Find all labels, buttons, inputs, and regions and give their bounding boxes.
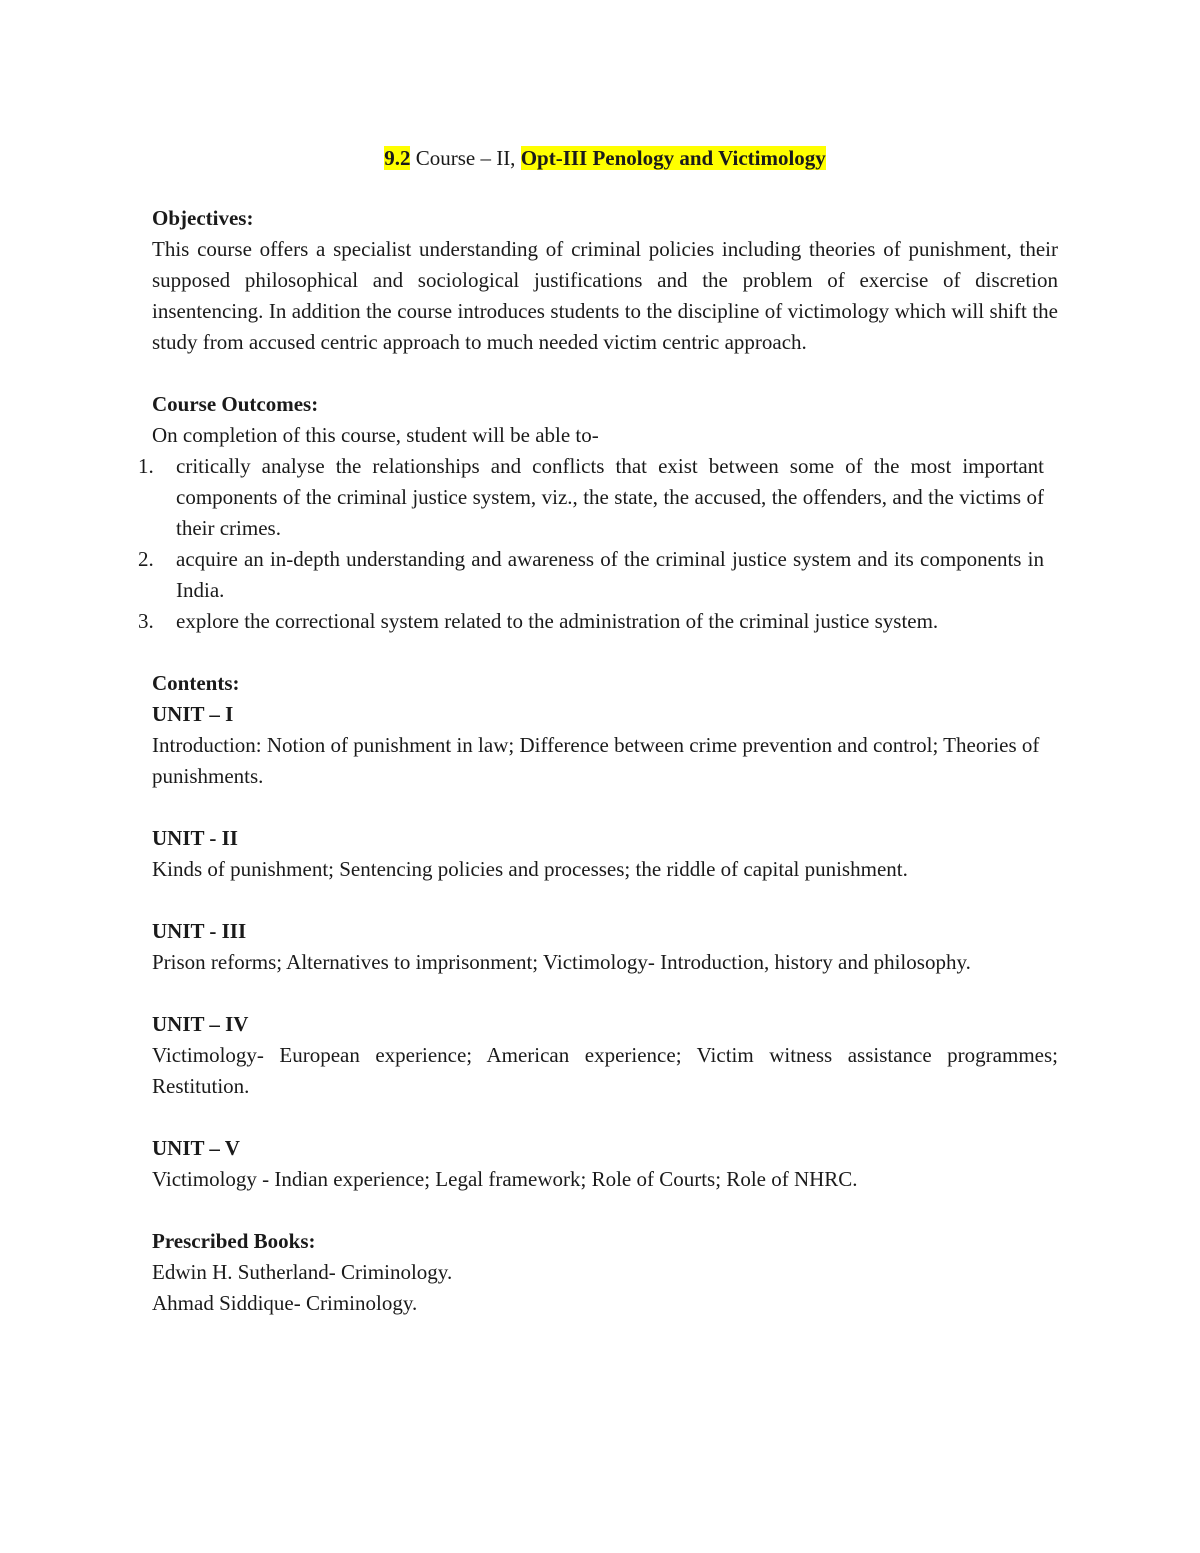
- list-item-text: explore the correctional system related to the administration of the criminal justice system.: [176, 609, 939, 633]
- list-item: [138, 544, 1044, 606]
- objectives-heading: Objectives:: [152, 206, 254, 230]
- list-item-number: 2.: [138, 547, 154, 571]
- list-item: [138, 606, 1044, 637]
- unit-1-text: Introduction: Notion of punishment in law; Difference between crime prevention and control; Theories of punishments.: [152, 733, 1040, 788]
- unit-2-text: Kinds of punishment; Sentencing policies and processes; the riddle of capital punishment.: [152, 857, 908, 881]
- books-heading: Prescribed Books:: [152, 1229, 316, 1253]
- unit-4-title: UNIT – IV: [152, 1012, 249, 1036]
- list-item-text: critically analyse the relationships and conflicts that exist between some of the most important components of the criminal justice system, viz., the state, the accused, the offenders, and the victims of their crimes.: [176, 454, 1044, 540]
- list-item-number: 1.: [138, 454, 154, 478]
- list-item-number: 3.: [138, 609, 154, 633]
- outcomes-intro: On completion of this course, student will be able to-: [152, 423, 599, 447]
- list-item: [138, 451, 1044, 544]
- unit-1-title: UNIT – I: [152, 702, 234, 726]
- unit-5-text: Victimology - Indian experience; Legal framework; Role of Courts; Role of NHRC.: [152, 1167, 858, 1191]
- unit-5-title: UNIT – V: [152, 1136, 240, 1160]
- outcomes-heading: Course Outcomes:: [152, 392, 319, 416]
- list-item-text: acquire an in-depth understanding and awareness of the criminal justice system and its components in India.: [176, 547, 1044, 602]
- book-item: Edwin H. Sutherland- Criminology.: [152, 1260, 453, 1284]
- unit-2-title: UNIT - II: [152, 826, 238, 850]
- course-option-title: Opt-III Penology and Victimology: [520, 146, 826, 170]
- unit-4-text: Victimology- European experience; American experience; Victim witness assistance programmes; Restitution.: [152, 1043, 1058, 1098]
- outcomes-list: [138, 451, 1058, 637]
- page-title: [152, 140, 1058, 176]
- contents-heading: Contents:: [152, 671, 240, 695]
- objectives-text: This course offers a specialist understanding of criminal policies including theories of punishment, their supposed philosophical and sociological justifications and the problem of exercise of discretion insentencing. In addition the course introduces students to the discipline of victimology which will shift the study from accused centric approach to much needed victim centric approach.: [152, 237, 1058, 354]
- course-label: Course – II,: [410, 146, 521, 170]
- course-number: 9.2: [384, 146, 411, 170]
- book-item: Ahmad Siddique- Criminology.: [152, 1291, 418, 1315]
- document-page: [138, 140, 1058, 1319]
- unit-3-text: Prison reforms; Alternatives to imprisonment; Victimology- Introduction, history and philosophy.: [152, 950, 971, 974]
- unit-3-title: UNIT - III: [152, 919, 247, 943]
